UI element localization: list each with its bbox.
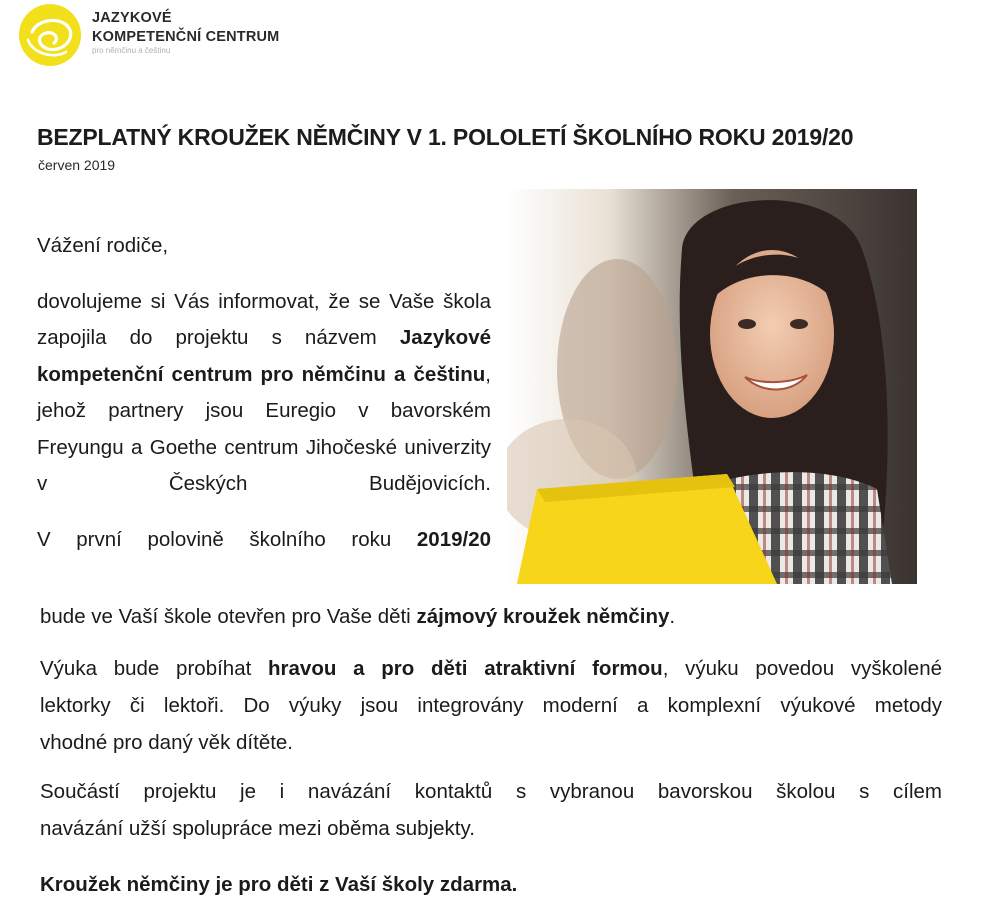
greeting: Vážení rodiče, <box>37 234 169 257</box>
semester-text-2: bude ve Vaší škole otevřen pro Vaše děti <box>40 605 417 628</box>
semester-line-2 <box>40 599 675 635</box>
vyuka-text-rest: , výuku povedou vyškolené <box>662 657 942 680</box>
project-name: Jazykové kompetenční centrum pro němčinu a češtinu <box>37 326 491 386</box>
school-year: 2019/20 <box>416 527 491 551</box>
document-date: červen 2019 <box>38 157 116 173</box>
intro-column <box>37 228 491 558</box>
logo <box>14 2 334 68</box>
vyuka-line-3: vhodné pro daný věk dítěte. <box>40 731 294 754</box>
intro-paragraph <box>37 284 491 503</box>
vyuka-text: Výuka bude probíhat <box>40 657 269 680</box>
club-name: zájmový kroužek němčiny <box>416 605 670 628</box>
document-title: BEZPLATNÝ KROUŽEK NĚMČINY V 1. POLOLETÍ ŠKOLNÍHO ROKU 2019/20 <box>37 124 854 150</box>
logo-subtitle: pro němčinu a češtinu <box>92 46 171 55</box>
student-photo <box>507 189 917 584</box>
soucast-line-2: navázání užší spolupráce mezi oběma subjekty. <box>40 817 475 840</box>
free-notice: Kroužek němčiny je pro děti z Vaší školy zdarma. <box>40 873 518 896</box>
vyuka-line-2: lektorky či lektoři. Do výuky jsou integrovány moderní a komplexní výukové metody <box>40 694 942 717</box>
soucast-paragraph <box>40 773 942 847</box>
semester-text: V první polovině školního roku <box>37 527 417 551</box>
semester-end: . <box>669 605 676 628</box>
intro-text: dovolujeme si Vás informovat, že se Vaše škola zapojila do projektu s názvem <box>37 289 491 349</box>
vyuka-line-1 <box>40 650 942 687</box>
semester-line <box>37 522 491 559</box>
logo-title-line2: KOMPETENČNÍ CENTRUM <box>92 29 280 45</box>
intro-text-end: , jehož partnery jsou Euregio v bavorském Freyungu a Goethe centrum Jihočeské univerzity v Českých Budějovicích. <box>37 362 491 495</box>
vyuka-paragraph <box>40 650 942 761</box>
logo-circle-icon <box>14 2 88 68</box>
soucast-line-1: Součástí projektu je i navázání kontaktů s vybranou bavorskou školou s cílem <box>40 780 942 803</box>
vyuka-bold: hravou a pro děti atraktivní formou <box>268 657 663 680</box>
logo-title-line1: JAZYKOVÉ <box>92 10 172 26</box>
